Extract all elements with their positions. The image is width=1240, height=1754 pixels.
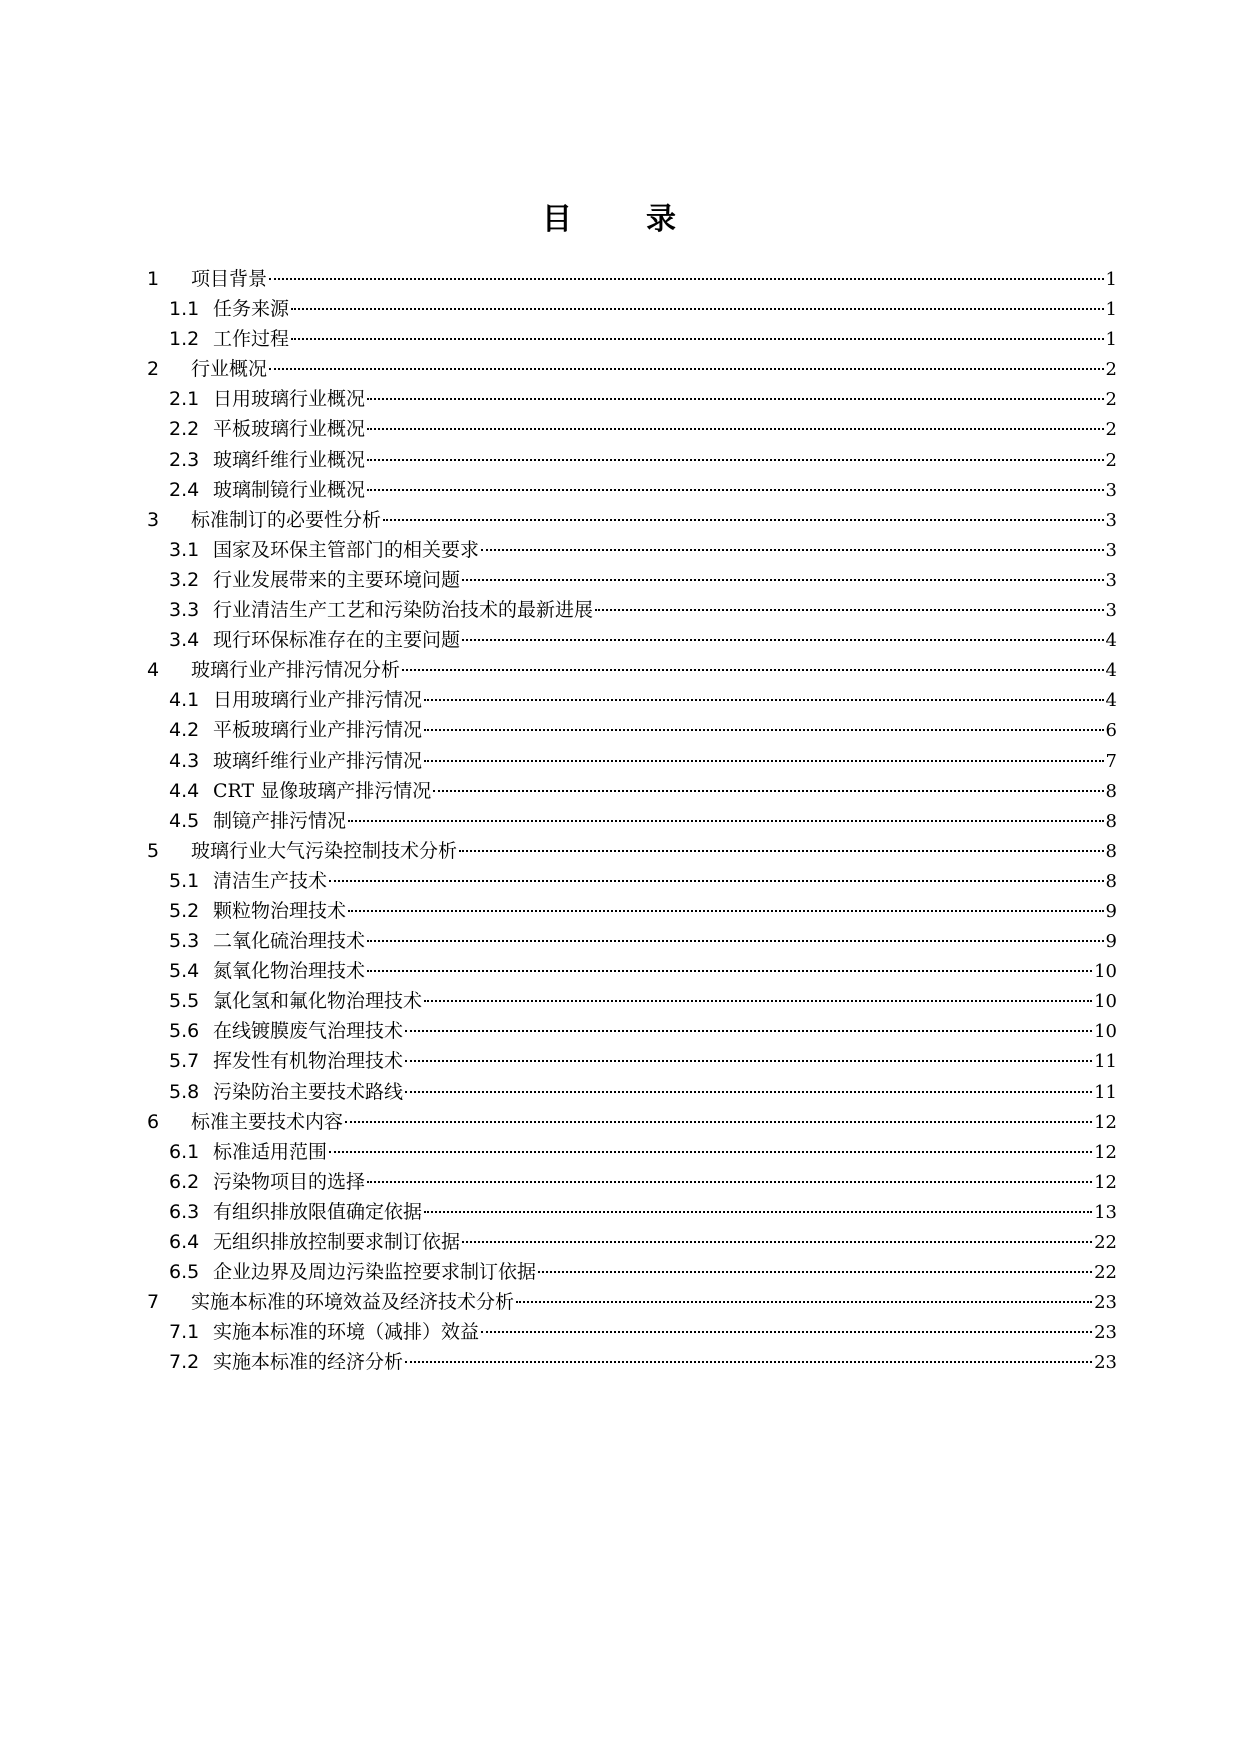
toc-section-entry[interactable] — [147, 384, 1117, 414]
toc-entry-page-number: 12 — [1094, 1141, 1117, 1163]
toc-section-entry[interactable] — [147, 956, 1117, 986]
toc-entry-label: 玻璃行业产排污情况分析 — [191, 659, 401, 682]
toc-section-entry[interactable] — [147, 866, 1117, 896]
toc-entry-label: 标准适用范围 — [213, 1140, 328, 1163]
toc-entry-label: 污染防治主要技术路线 — [213, 1080, 404, 1103]
toc-dot-leader — [367, 1181, 1092, 1183]
toc-entry-number: 2.3 — [169, 448, 200, 471]
toc-entry-number: 1.2 — [169, 328, 200, 351]
toc-dot-leader — [405, 1060, 1092, 1062]
toc-entry-number: 2 — [147, 358, 160, 381]
toc-section-entry[interactable] — [147, 685, 1117, 715]
toc-entry-number: 6.2 — [169, 1170, 200, 1193]
toc-entry-label: 实施本标准的经济分析 — [213, 1351, 404, 1374]
toc-entry-page-number: 11 — [1094, 1081, 1117, 1103]
toc-section-entry[interactable] — [147, 715, 1117, 745]
toc-section-entry[interactable] — [147, 1347, 1117, 1377]
toc-dot-leader — [462, 639, 1104, 641]
toc-dot-leader — [383, 519, 1104, 521]
toc-entry-label: 清洁生产技术 — [213, 869, 328, 892]
toc-dot-leader — [481, 549, 1104, 551]
toc-section-entry[interactable] — [147, 1167, 1117, 1197]
toc-entry-number: 5.8 — [169, 1080, 200, 1103]
toc-dot-leader — [348, 820, 1104, 822]
toc-section-entry[interactable] — [147, 414, 1117, 444]
table-of-contents — [147, 264, 1117, 1377]
toc-chapter-entry[interactable] — [147, 655, 1117, 685]
toc-entry-label: CRT 显像玻璃产排污情况 — [213, 779, 432, 802]
toc-entry-number: 3 — [147, 508, 160, 531]
toc-entry-page-number: 2 — [1105, 419, 1117, 441]
toc-entry-number: 4.4 — [169, 779, 200, 802]
toc-chapter-entry[interactable] — [147, 1287, 1117, 1317]
toc-entry-page-number: 2 — [1105, 389, 1117, 411]
toc-entry-label: 日用玻璃行业概况 — [213, 388, 366, 411]
toc-dot-leader — [367, 940, 1104, 942]
toc-dot-leader — [367, 459, 1104, 461]
toc-entry-label: 污染物项目的选择 — [213, 1170, 366, 1193]
toc-entry-number: 5 — [147, 839, 160, 862]
toc-section-entry[interactable] — [147, 926, 1117, 956]
toc-section-entry[interactable] — [147, 1046, 1117, 1076]
toc-entry-page-number: 3 — [1105, 600, 1117, 622]
toc-entry-number: 4.1 — [169, 689, 200, 712]
toc-entry-page-number: 23 — [1094, 1322, 1117, 1344]
toc-entry-number: 7 — [147, 1291, 160, 1314]
toc-entry-page-number: 1 — [1105, 269, 1117, 290]
toc-section-entry[interactable] — [147, 445, 1117, 475]
toc-entry-label: 玻璃行业大气污染控制技术分析 — [191, 839, 458, 862]
toc-entry-label: 玻璃纤维行业概况 — [213, 448, 366, 471]
toc-entry-page-number: 8 — [1105, 840, 1117, 862]
toc-dot-leader — [291, 308, 1104, 310]
toc-entry-label: 平板玻璃行业概况 — [213, 418, 366, 441]
toc-entry-label: 实施本标准的环境（减排）效益 — [213, 1321, 480, 1344]
toc-entry-number: 2.4 — [169, 478, 200, 501]
toc-entry-number: 1.1 — [169, 298, 200, 321]
toc-entry-label: 现行环保标准存在的主要问题 — [213, 629, 461, 652]
toc-entry-label: 制镜产排污情况 — [213, 809, 347, 832]
toc-section-entry[interactable] — [147, 565, 1117, 595]
toc-chapter-entry[interactable] — [147, 1107, 1117, 1137]
toc-entry-page-number: 4 — [1105, 660, 1117, 682]
toc-dot-leader — [269, 368, 1104, 370]
toc-dot-leader — [345, 1121, 1092, 1123]
toc-entry-label: 行业清洁生产工艺和污染防治技术的最新进展 — [213, 599, 594, 622]
toc-entry-number: 7.1 — [169, 1321, 200, 1344]
toc-entry-page-number: 4 — [1105, 690, 1117, 712]
toc-entry-page-number: 3 — [1105, 569, 1117, 591]
toc-entry-number: 5.5 — [169, 990, 200, 1013]
toc-entry-label: 行业发展带来的主要环境问题 — [213, 568, 461, 591]
toc-entry-page-number: 1 — [1105, 329, 1117, 351]
toc-section-entry[interactable] — [147, 1016, 1117, 1046]
toc-section-entry[interactable] — [147, 294, 1117, 324]
toc-entry-page-number: 9 — [1105, 931, 1117, 953]
toc-dot-leader — [405, 1030, 1092, 1032]
toc-dot-leader — [348, 910, 1104, 912]
toc-entry-label: 有组织排放限值确定依据 — [213, 1200, 423, 1223]
toc-entry-page-number: 8 — [1105, 810, 1117, 832]
toc-entry-label: 标准制订的必要性分析 — [191, 508, 382, 531]
toc-dot-leader — [367, 489, 1104, 491]
toc-entry-page-number: 22 — [1094, 1232, 1117, 1253]
toc-entry-number: 6.1 — [169, 1140, 200, 1163]
toc-entry-number: 2.1 — [169, 388, 200, 411]
toc-dot-leader — [538, 1271, 1092, 1273]
toc-entry-page-number: 2 — [1105, 359, 1117, 381]
toc-entry-page-number: 23 — [1094, 1292, 1117, 1314]
toc-entry-page-number: 12 — [1094, 1111, 1117, 1133]
toc-entry-number: 6 — [147, 1110, 160, 1133]
toc-section-entry[interactable] — [147, 746, 1117, 776]
toc-entry-number: 1 — [147, 268, 160, 290]
toc-section-entry[interactable] — [147, 1197, 1117, 1227]
toc-dot-leader — [424, 760, 1104, 762]
toc-entry-label: 氯化氢和氟化物治理技术 — [213, 990, 423, 1013]
toc-dot-leader — [329, 880, 1104, 882]
toc-dot-leader — [595, 609, 1104, 611]
toc-dot-leader — [424, 1211, 1092, 1213]
toc-entry-number: 5.7 — [169, 1050, 200, 1073]
toc-section-entry[interactable] — [147, 475, 1117, 505]
toc-entry-page-number: 23 — [1094, 1352, 1117, 1374]
toc-entry-number: 4.3 — [169, 749, 200, 772]
toc-entry-label: 平板玻璃行业产排污情况 — [213, 719, 423, 742]
toc-entry-label: 二氧化硫治理技术 — [213, 930, 366, 953]
toc-entry-label: 无组织排放控制要求制订依据 — [213, 1231, 461, 1253]
toc-entry-page-number: 3 — [1105, 479, 1117, 501]
toc-section-entry[interactable] — [147, 986, 1117, 1016]
toc-entry-number: 6.4 — [169, 1231, 200, 1253]
toc-section-entry[interactable] — [147, 1257, 1117, 1287]
toc-entry-page-number: 3 — [1105, 509, 1117, 531]
toc-dot-leader — [269, 278, 1104, 280]
toc-entry-number: 3.3 — [169, 599, 200, 622]
toc-dot-leader — [462, 579, 1104, 581]
toc-section-entry[interactable] — [147, 324, 1117, 354]
toc-dot-leader — [405, 1361, 1092, 1363]
toc-entry-label: 颗粒物治理技术 — [213, 899, 347, 922]
toc-entry-label: 挥发性有机物治理技术 — [213, 1050, 404, 1073]
toc-section-entry[interactable] — [147, 595, 1117, 625]
toc-entry-number: 5.2 — [169, 899, 200, 922]
toc-chapter-entry[interactable] — [147, 264, 1117, 294]
toc-entry-number: 4.5 — [169, 809, 200, 832]
toc-dot-leader — [402, 669, 1104, 671]
toc-entry-page-number: 7 — [1105, 750, 1117, 772]
toc-dot-leader — [367, 428, 1104, 430]
toc-entry-page-number: 8 — [1105, 870, 1117, 892]
toc-dot-leader — [367, 970, 1092, 972]
toc-chapter-entry[interactable] — [147, 836, 1117, 866]
toc-section-entry[interactable] — [147, 1317, 1117, 1347]
toc-entry-page-number: 3 — [1105, 539, 1117, 561]
toc-entry-number: 6.5 — [169, 1261, 200, 1284]
toc-entry-number: 6.3 — [169, 1200, 200, 1223]
toc-entry-number: 3.2 — [169, 568, 200, 591]
toc-entry-page-number: 6 — [1105, 720, 1117, 742]
toc-entry-label: 项目背景 — [191, 268, 268, 290]
toc-entry-label: 行业概况 — [191, 358, 268, 381]
toc-dot-leader — [405, 1091, 1092, 1093]
toc-dot-leader — [424, 729, 1104, 731]
toc-dot-leader — [367, 398, 1104, 400]
toc-entry-label: 工作过程 — [213, 328, 290, 351]
toc-dot-leader — [291, 338, 1104, 340]
toc-entry-page-number: 11 — [1094, 1051, 1117, 1073]
toc-chapter-entry[interactable] — [147, 505, 1117, 535]
toc-section-entry[interactable] — [147, 535, 1117, 565]
toc-entry-page-number: 2 — [1105, 449, 1117, 471]
toc-entry-number: 4.2 — [169, 719, 200, 742]
toc-entry-page-number: 9 — [1105, 900, 1117, 922]
toc-section-entry[interactable] — [147, 1077, 1117, 1107]
toc-entry-number: 7.2 — [169, 1351, 200, 1374]
toc-entry-label: 标准主要技术内容 — [191, 1110, 344, 1133]
toc-entry-page-number: 13 — [1094, 1201, 1117, 1223]
toc-entry-number: 5.3 — [169, 930, 200, 953]
toc-entry-label: 玻璃制镜行业概况 — [213, 478, 366, 501]
toc-section-entry[interactable] — [147, 625, 1117, 655]
toc-entry-label: 企业边界及周边污染监控要求制订依据 — [213, 1261, 537, 1284]
toc-entry-label: 氮氧化物治理技术 — [213, 960, 366, 983]
toc-dot-leader — [329, 1151, 1092, 1153]
toc-dot-leader — [433, 790, 1103, 792]
toc-entry-number: 2.2 — [169, 418, 200, 441]
toc-dot-leader — [516, 1301, 1092, 1303]
toc-entry-label: 在线镀膜废气治理技术 — [213, 1020, 404, 1043]
toc-dot-leader — [459, 850, 1104, 852]
toc-entry-page-number: 12 — [1094, 1171, 1117, 1193]
toc-entry-number: 5.1 — [169, 869, 200, 892]
toc-section-entry[interactable] — [147, 1227, 1117, 1257]
toc-dot-leader — [424, 699, 1104, 701]
toc-entry-number: 3.4 — [169, 629, 200, 652]
toc-section-entry[interactable] — [147, 896, 1117, 926]
toc-entry-page-number: 4 — [1105, 630, 1117, 652]
toc-entry-label: 日用玻璃行业产排污情况 — [213, 689, 423, 712]
toc-entry-label: 玻璃纤维行业产排污情况 — [213, 749, 423, 772]
toc-chapter-entry[interactable] — [147, 354, 1117, 384]
toc-dot-leader — [424, 1000, 1092, 1002]
toc-entry-page-number: 10 — [1094, 1021, 1117, 1043]
toc-dot-leader — [481, 1331, 1092, 1333]
toc-entry-page-number: 10 — [1094, 961, 1117, 983]
toc-entry-number: 3.1 — [169, 538, 200, 561]
toc-entry-page-number: 22 — [1094, 1262, 1117, 1284]
toc-entry-page-number: 1 — [1105, 299, 1117, 321]
toc-title: 目 录 — [542, 202, 698, 237]
toc-entry-label: 任务来源 — [213, 298, 290, 321]
toc-section-entry[interactable] — [147, 776, 1117, 806]
toc-dot-leader — [462, 1241, 1092, 1243]
toc-entry-page-number: 10 — [1094, 991, 1117, 1013]
toc-entry-label: 国家及环保主管部门的相关要求 — [213, 538, 480, 561]
toc-entry-label: 实施本标准的环境效益及经济技术分析 — [191, 1291, 515, 1314]
toc-section-entry[interactable] — [147, 1137, 1117, 1167]
toc-section-entry[interactable] — [147, 806, 1117, 836]
toc-entry-number: 5.4 — [169, 960, 200, 983]
toc-entry-number: 4 — [147, 659, 160, 682]
toc-entry-page-number: 8 — [1105, 780, 1117, 802]
toc-entry-number: 5.6 — [169, 1020, 200, 1043]
